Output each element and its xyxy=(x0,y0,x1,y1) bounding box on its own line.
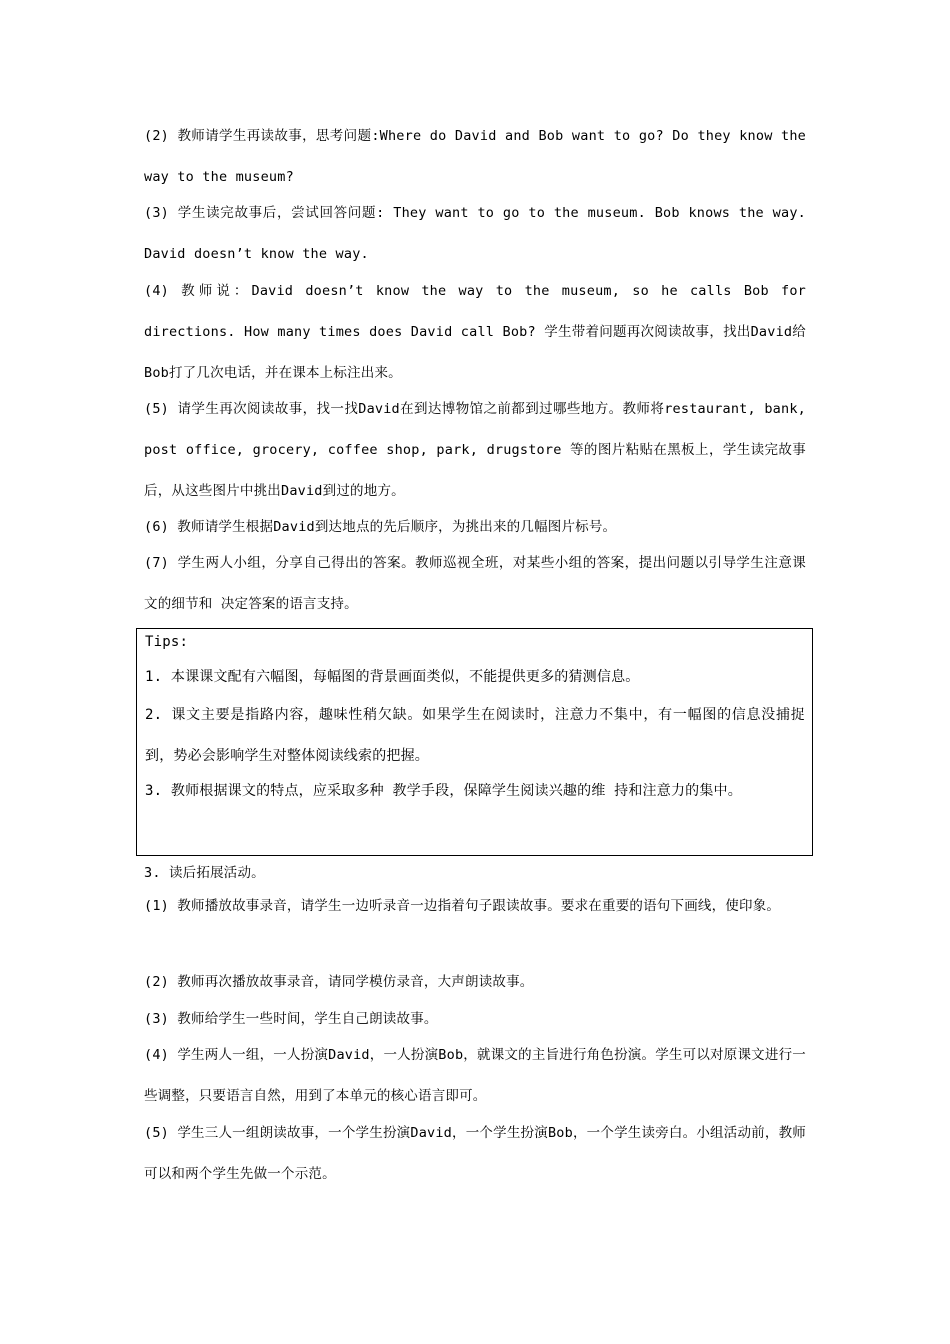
tips-item-2: 2. 课文主要是指路内容，趣味性稍欠缺。如果学生在阅读时，注意力不集中，有一幅图的信息没捕捉到，势必会影响学生对整体阅读线索的把握。 xyxy=(145,707,805,764)
tips-item-1: 1. 本课课文配有六幅图，每幅图的背景画面类似，不能提供更多的猜测信息。 xyxy=(145,669,640,685)
section-3-item-3: (3) 教师给学生一些时间，学生自己朗读故事。 xyxy=(144,1011,438,1027)
step-3-paragraph: (3) 学生读完故事后，尝试回答问题: They want to go to the museum. Bob knows the way. David doesn’t know the way. xyxy=(144,205,806,262)
step-6-paragraph: (6) 教师请学生根据David到达地点的先后顺序，为挑出来的几幅图片标号。 xyxy=(144,519,617,535)
step-4-paragraph: (4) 教师说：David doesn’t know the way to the museum, so he calls Bob for directions. How many times does David call Bob? 学生带着问题再次阅读故事，找出David给Bob打了几次电话，并在课本上标注出来。 xyxy=(144,283,806,381)
tips-heading: Tips: xyxy=(145,634,189,650)
tips-box xyxy=(136,628,813,856)
section-3-item-4: (4) 学生两人一组，一人扮演David，一人扮演Bob，就课文的主旨进行角色扮演。学生可以对原课文进行一些调整，只要语言自然，用到了本单元的核心语言即可。 xyxy=(144,1047,806,1104)
section-3-item-2: (2) 教师再次播放故事录音，请同学模仿录音，大声朗读故事。 xyxy=(144,974,534,990)
step-7-paragraph: (7) 学生两人小组，分享自己得出的答案。教师巡视全班，对某些小组的答案，提出问题以引导学生注意课文的细节和 决定答案的语言支持。 xyxy=(144,555,806,612)
step-5-paragraph: (5) 请学生再次阅读故事，找一找David在到达博物馆之前都到过哪些地方。教师将restaurant, bank, post office, grocery, coffee shop, park, drugstore 等的图片粘贴在黑板上，学生读完故事后，从这些图片中挑出David到过的地方。 xyxy=(144,401,806,499)
section-3-item-1: (1) 教师播放故事录音，请学生一边听录音一边指着句子跟读故事。要求在重要的语句下画线，使印象。 xyxy=(144,898,781,914)
section-3-heading: 3. 读后拓展活动。 xyxy=(144,865,265,881)
tips-item-3: 3. 教师根据课文的特点，应采取多种 教学手段，保障学生阅读兴趣的维 持和注意力的集中。 xyxy=(145,783,742,799)
step-2-paragraph: (2) 教师请学生再读故事，思考问题:Where do David and Bob want to go? Do they know the way to the museum? xyxy=(144,128,806,185)
section-3-item-5: (5) 学生三人一组朗读故事，一个学生扮演David，一个学生扮演Bob，一个学生读旁白。小组活动前，教师可以和两个学生先做一个示范。 xyxy=(144,1125,806,1182)
